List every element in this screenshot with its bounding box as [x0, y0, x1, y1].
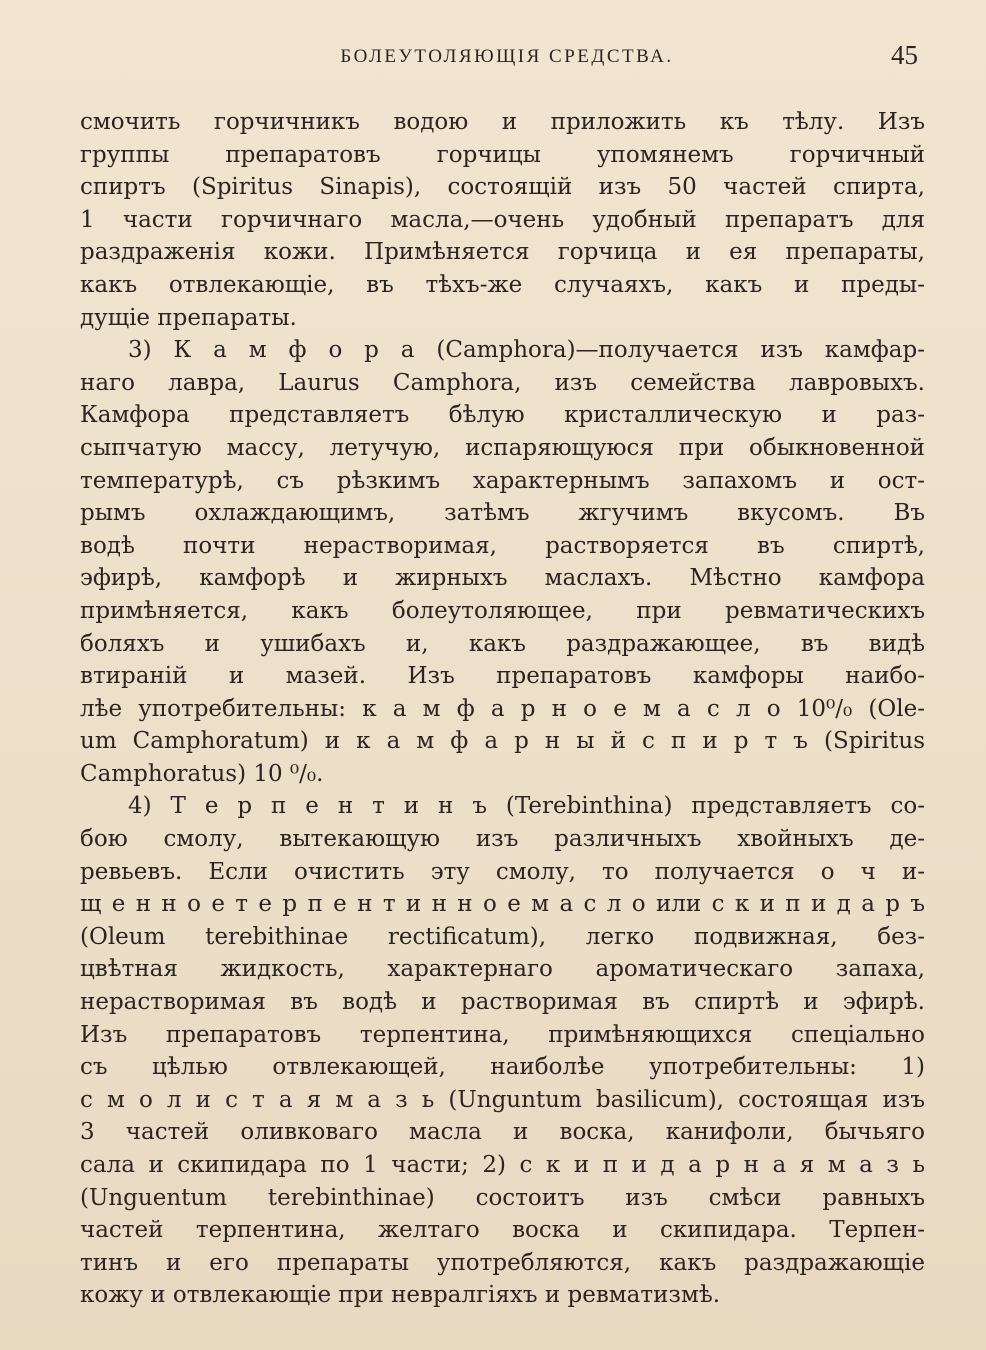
text-line: группы препаратовъ горчицы упомянемъ горчичный: [80, 141, 925, 168]
text-line: кожу и отвлекающіе при невралгіяхъ и ревматизмѣ.: [80, 1282, 721, 1309]
text-line: Камфора представляетъ бѣлую кристаллическую и раз-: [80, 402, 925, 429]
page-number: 45: [891, 40, 918, 70]
text-line: бою смолу, вытекающую изъ различныхъ хвойныхъ де-: [80, 826, 925, 853]
text-line: лѣе употребительны: к а м ф а р н о е м а с л о 10⁰/₀ (Ole-: [80, 695, 925, 722]
text-line: тинъ и его препараты употребляются, какъ раздражающіе: [80, 1249, 925, 1276]
text-line: водѣ почти нерастворимая, растворяется въ спиртѣ,: [80, 532, 925, 559]
text-line: цвѣтная жидкость, характернаго ароматическаго запаха,: [80, 956, 925, 983]
text-line: Camphoratus) 10 ⁰/₀.: [80, 760, 324, 787]
text-line: втираній и мазей. Изъ препаратовъ камфоры наибо-: [80, 663, 925, 690]
text-line: раздраженія кожи. Примѣняется горчица и ея препараты,: [80, 239, 925, 266]
text-line: (Unguentum terebinthinae) состоитъ изъ смѣси равныхъ: [80, 1184, 925, 1211]
text-line: какъ отвлекающіе, въ тѣхъ-же случаяхъ, какъ и преды-: [80, 271, 925, 298]
text-line: температурѣ, съ рѣзкимъ характернымъ запахомъ и ост-: [80, 467, 925, 494]
running-head: БОЛЕУТОЛЯЮЩІЯ СРЕДСТВА.: [340, 46, 674, 67]
body-text: [80, 106, 925, 1312]
text-line: um Camphoratum) и к а м ф а р н ы й с п и р т ъ (Spiritus: [80, 728, 925, 755]
text-line: примѣняется, какъ болеутоляющее, при ревматическихъ: [80, 597, 925, 624]
text-line: частей терпентина, желтаго воска и скипидара. Терпен-: [80, 1217, 925, 1244]
text-line: смочить горчичникъ водою и приложить къ тѣлу. Изъ: [80, 109, 925, 135]
text-line: рымъ охлаждающимъ, затѣмъ жгучимъ вкусомъ. Въ: [80, 500, 925, 527]
text-line: ревьевъ. Если очистить эту смолу, то получается о ч и-: [80, 858, 925, 885]
text-line: с м о л и с т а я м а з ь (Unguntum basilicum), состоящая изъ: [80, 1086, 925, 1113]
text-line: эфирѣ, камфорѣ и жирныхъ маслахъ. Мѣстно камфора: [80, 565, 925, 592]
text-line: спиртъ (Spiritus Sinapis), состоящій изъ 50 частей спирта,: [80, 174, 925, 201]
text-line: 3) К а м ф о р а (Camphora)—получается изъ камфар-: [128, 337, 925, 364]
text-line: нерастворимая въ водѣ и растворимая въ спиртѣ и эфирѣ.: [80, 989, 925, 1016]
text-line: 4) Т е р п е н т и н ъ (Terebinthina) представляетъ со-: [128, 793, 925, 820]
text-line: боляхъ и ушибахъ и, какъ раздражающее, въ видѣ: [80, 630, 925, 657]
text-line: 1 части горчичнаго масла,—очень удобный препаратъ для: [80, 206, 925, 233]
text-line: сала и скипидара по 1 части; 2) с к и п и д а р н а я м а з ь: [80, 1152, 925, 1178]
text-line: наго лавра, Laurus Camphora, изъ семейства лавровыхъ.: [80, 369, 925, 396]
text-line: 3 частей оливковаго масла и воска, канифоли, бычьяго: [80, 1119, 925, 1146]
text-line: сыпчатую массу, летучую, испаряющуюся при обыкновенной: [80, 434, 925, 461]
text-line: щ е н н о е т е р п е н т и н н о е м а с л о или с к и п и д а р ъ: [80, 891, 925, 918]
text-line: съ цѣлью отвлекающей, наиболѣе употребительны: 1): [80, 1054, 925, 1081]
text-line: (Oleum terebithinae rectificatum), легко подвижная, без-: [80, 923, 925, 950]
text-line: дущіе препараты.: [80, 304, 297, 331]
page-header: [80, 36, 924, 76]
text-line: Изъ препаратовъ терпентина, примѣняющихся спеціально: [80, 1021, 925, 1048]
